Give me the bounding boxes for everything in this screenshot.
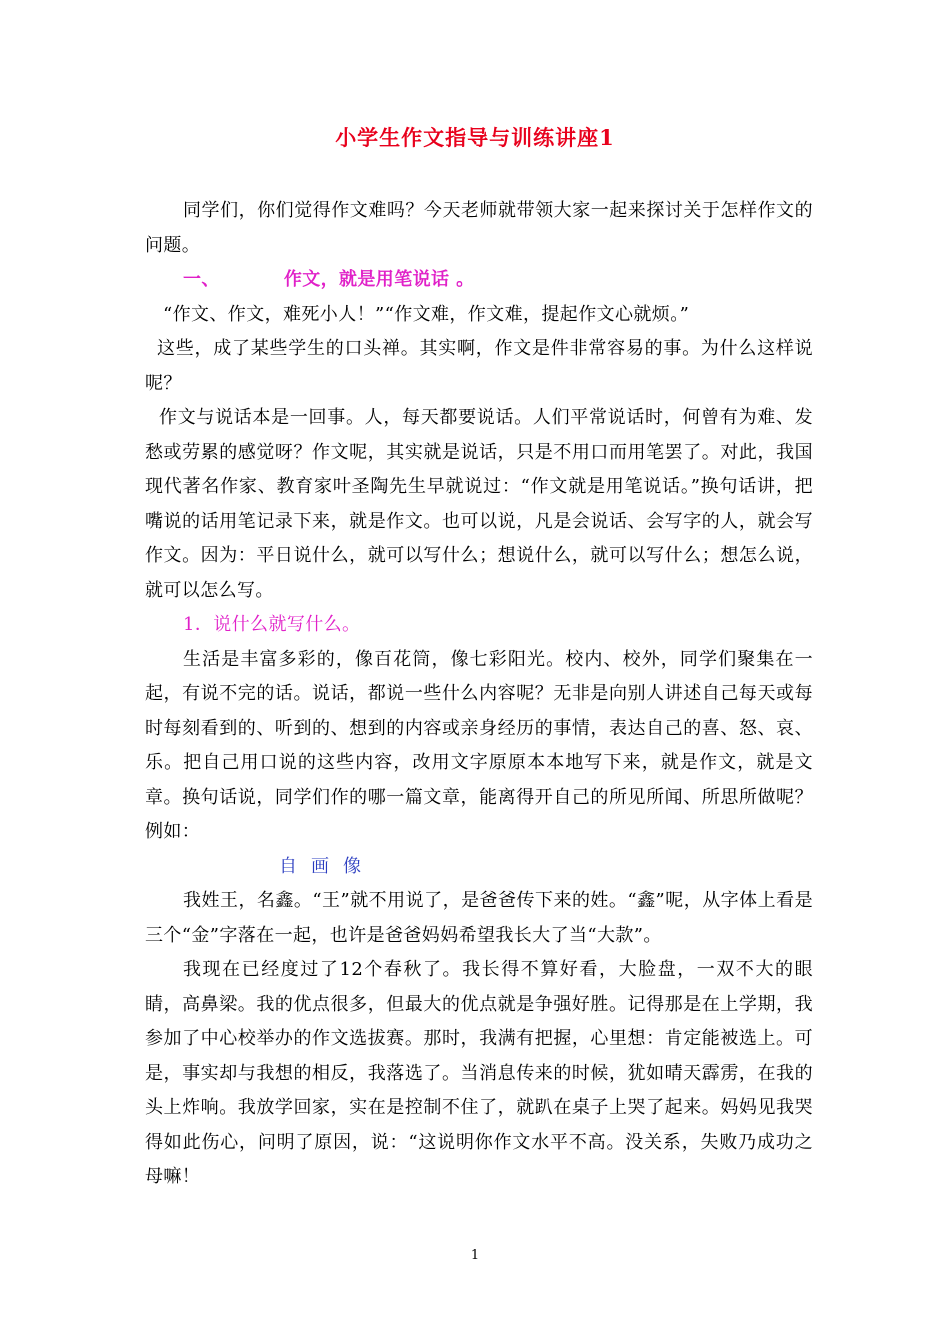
document-body: [145, 194, 813, 1195]
quote-paragraph: “作文、作文，难死小人！”“作文难，作文难，提起作文心就烦。”: [163, 303, 690, 325]
section-heading-1: [145, 263, 813, 298]
paragraph-4: 我姓王，名鑫。“王”就不用说了，是爸爸传下来的姓。“鑫”呢，从字体上看是三个“金”字落在一起，也许是爸爸妈妈希望我长大了当“大款”。: [145, 890, 813, 946]
section-number: 一、: [183, 269, 220, 290]
intro-paragraph: 同学们，你们觉得作文难吗？今天老师就带领大家一起来探讨关于怎样作文的问题。: [145, 200, 813, 256]
paragraph-3: 生活是丰富多彩的，像百花筒，像七彩阳光。校内、校外，同学们聚集在一起，有说不完的话。说话，都说一些什么内容呢？无非是向别人讲述自己每天或每时每刻看到的、听到的、想到的内容或亲身经历的事情，表达自己的喜、怒、哀、乐。把自己用口说的这些内容，改用文字原原本本地写下来，就是作文，就是文章。换句话说，同学们作的哪一篇文章，能离得开自己的所见所闻、所思所做呢？例如：: [145, 648, 813, 842]
example-title: 自画像: [279, 855, 375, 877]
paragraph-1: 这些，成了某些学生的口头禅。其实啊，作文是件非常容易的事。为什么这样说呢？: [145, 338, 813, 394]
paragraph-5: 我现在已经度过了12个春秋了。我长得不算好看，大脸盘，一双不大的眼睛，高鼻梁。我的优点很多，但最大的优点就是争强好胜。记得那是在上学期，我参加了中心校举办的作文选拔赛。那时，我满有把握，心里想：肯定能被选上。可是，事实却与我想的相反，我落选了。当消息传来的时候，犹如晴天霹雳，在我的头上炸响。我放学回家，实在是控制不住了，就趴在桌子上哭了起来。妈妈见我哭得如此伤心，问明了原因，说：“这说明你作文水平不高。没关系，失败乃成功之母嘛！: [145, 959, 813, 1187]
document-title: 小学生作文指导与训练讲座1: [335, 125, 615, 150]
paragraph-2: 作文与说话本是一回事。人，每天都要说话。人们平常说话时，何曾有为难、发愁或劳累的感觉呀？作文呢，其实就是说话，只是不用口而用笔罢了。对此，我国现代著名作家、教育家叶圣陶先生早就说过：“作文就是用笔说话。”换句话讲，把嘴说的话用笔记录下来，就是作文。也可以说，凡是会说话、会写字的人，就会写作文。因为：平日说什么，就可以写什么；想说什么，就可以写什么；想怎么说，就可以怎么写。: [145, 407, 813, 601]
section-heading-text: 作文，就是用笔说话 。: [283, 269, 475, 290]
subheading-1: 1．说什么就写什么。: [183, 614, 361, 635]
page-number: 1: [470, 1248, 480, 1263]
